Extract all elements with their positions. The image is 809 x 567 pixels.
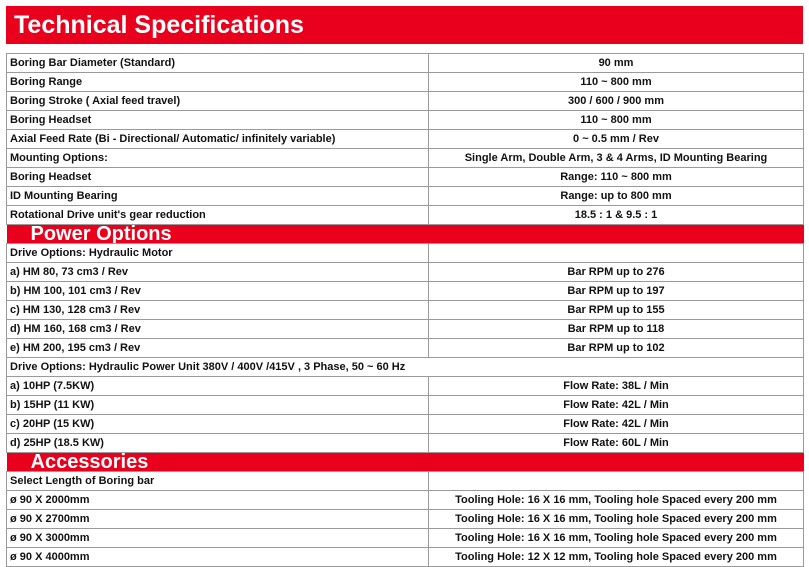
table-row bbox=[7, 472, 804, 491]
spec-label: Boring Range bbox=[7, 73, 429, 92]
spec-value: 18.5 : 1 & 9.5 : 1 bbox=[429, 206, 804, 225]
spec-value: Single Arm, Double Arm, 3 & 4 Arms, ID Mounting Bearing bbox=[429, 149, 804, 168]
table-row bbox=[7, 396, 804, 415]
table-row bbox=[7, 301, 804, 320]
table-row bbox=[7, 358, 804, 377]
spec-label: Boring Stroke ( Axial feed travel) bbox=[7, 92, 429, 111]
spec-table bbox=[6, 53, 804, 567]
spec-value: Range: 110 ~ 800 mm bbox=[429, 168, 804, 187]
spec-value: Range: up to 800 mm bbox=[429, 187, 804, 206]
spec-value: 110 ~ 800 mm bbox=[429, 73, 804, 92]
motor-label: c) HM 130, 128 cm3 / Rev bbox=[7, 301, 429, 320]
select-length-title: Select Length of Boring bar bbox=[7, 472, 429, 491]
power-unit-label: b) 15HP (11 KW) bbox=[7, 396, 429, 415]
table-row bbox=[7, 130, 804, 149]
tooling-value: Tooling Hole: 16 X 16 mm, Tooling hole Spaced every 200 mm bbox=[429, 510, 804, 529]
bar-length-label: ø 90 X 4000mm bbox=[7, 548, 429, 567]
spec-label: Boring Bar Diameter (Standard) bbox=[7, 54, 429, 73]
spec-value: 0 ~ 0.5 mm / Rev bbox=[429, 130, 804, 149]
spec-value: 110 ~ 800 mm bbox=[429, 111, 804, 130]
tooling-value: Tooling Hole: 16 X 16 mm, Tooling hole Spaced every 200 mm bbox=[429, 491, 804, 510]
table-row bbox=[7, 54, 804, 73]
empty-cell bbox=[429, 472, 804, 491]
section-header-accessories bbox=[7, 453, 804, 472]
spec-label: ID Mounting Bearing bbox=[7, 187, 429, 206]
motor-options-title: Drive Options: Hydraulic Motor bbox=[7, 244, 429, 263]
tooling-value: Tooling Hole: 12 X 12 mm, Tooling hole Spaced every 200 mm bbox=[429, 548, 804, 567]
table-row bbox=[7, 206, 804, 225]
table-row bbox=[7, 149, 804, 168]
power-options-heading: Power Options bbox=[7, 225, 804, 244]
spec-label: Boring Headset bbox=[7, 168, 429, 187]
motor-label: b) HM 100, 101 cm3 / Rev bbox=[7, 282, 429, 301]
section-header-power bbox=[7, 225, 804, 244]
motor-value: Bar RPM up to 276 bbox=[429, 263, 804, 282]
accessories-heading: Accessories bbox=[7, 453, 804, 472]
tooling-value: Tooling Hole: 16 X 16 mm, Tooling hole Spaced every 200 mm bbox=[429, 529, 804, 548]
spec-label: Axial Feed Rate (Bi - Directional/ Automatic/ infinitely variable) bbox=[7, 130, 429, 149]
table-row bbox=[7, 244, 804, 263]
table-row bbox=[7, 263, 804, 282]
table-row bbox=[7, 187, 804, 206]
power-unit-value: Flow Rate: 42L / Min bbox=[429, 415, 804, 434]
table-row bbox=[7, 282, 804, 301]
table-row bbox=[7, 434, 804, 453]
motor-value: Bar RPM up to 118 bbox=[429, 320, 804, 339]
table-row bbox=[7, 73, 804, 92]
table-row bbox=[7, 320, 804, 339]
table-row bbox=[7, 491, 804, 510]
table-row bbox=[7, 377, 804, 396]
table-row bbox=[7, 510, 804, 529]
bar-length-label: ø 90 X 2000mm bbox=[7, 491, 429, 510]
power-unit-label: c) 20HP (15 KW) bbox=[7, 415, 429, 434]
table-row bbox=[7, 415, 804, 434]
power-unit-title: Drive Options: Hydraulic Power Unit 380V / 400V /415V , 3 Phase, 50 ~ 60 Hz bbox=[7, 358, 804, 377]
power-unit-label: d) 25HP (18.5 KW) bbox=[7, 434, 429, 453]
spec-label: Rotational Drive unit's gear reduction bbox=[7, 206, 429, 225]
motor-value: Bar RPM up to 102 bbox=[429, 339, 804, 358]
table-row bbox=[7, 339, 804, 358]
motor-value: Bar RPM up to 155 bbox=[429, 301, 804, 320]
power-unit-value: Flow Rate: 38L / Min bbox=[429, 377, 804, 396]
spec-value: 90 mm bbox=[429, 54, 804, 73]
empty-cell bbox=[429, 244, 804, 263]
motor-label: a) HM 80, 73 cm3 / Rev bbox=[7, 263, 429, 282]
spec-label: Boring Headset bbox=[7, 111, 429, 130]
power-unit-value: Flow Rate: 42L / Min bbox=[429, 396, 804, 415]
motor-value: Bar RPM up to 197 bbox=[429, 282, 804, 301]
spec-value: 300 / 600 / 900 mm bbox=[429, 92, 804, 111]
bar-length-label: ø 90 X 3000mm bbox=[7, 529, 429, 548]
table-row bbox=[7, 168, 804, 187]
bar-length-label: ø 90 X 2700mm bbox=[7, 510, 429, 529]
motor-label: d) HM 160, 168 cm3 / Rev bbox=[7, 320, 429, 339]
power-unit-label: a) 10HP (7.5KW) bbox=[7, 377, 429, 396]
table-row bbox=[7, 529, 804, 548]
table-row bbox=[7, 111, 804, 130]
spec-label: Mounting Options: bbox=[7, 149, 429, 168]
page-title: Technical Specifications bbox=[6, 6, 803, 44]
table-row bbox=[7, 548, 804, 567]
table-row bbox=[7, 92, 804, 111]
motor-label: e) HM 200, 195 cm3 / Rev bbox=[7, 339, 429, 358]
power-unit-value: Flow Rate: 60L / Min bbox=[429, 434, 804, 453]
